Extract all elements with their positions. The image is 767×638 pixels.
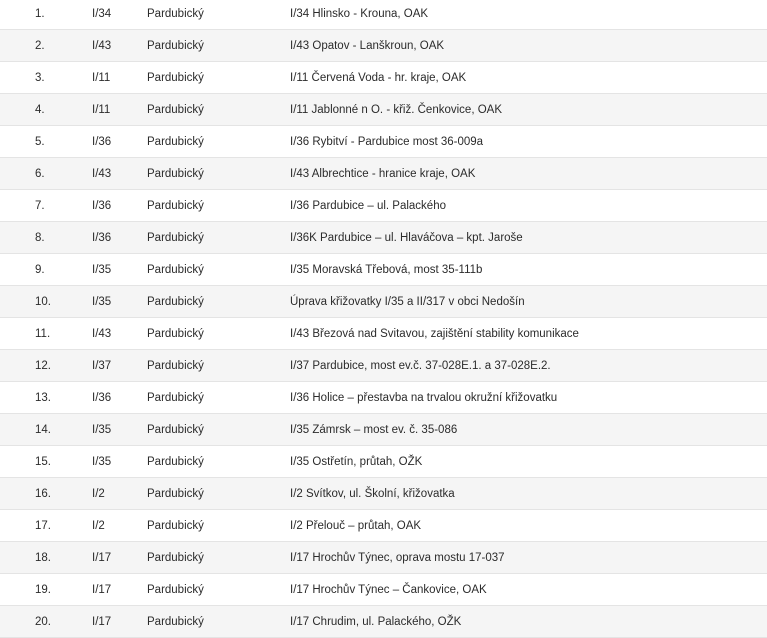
- project-name: I/2 Svítkov, ul. Školní, křižovatka: [290, 488, 455, 500]
- road-number: I/37: [92, 360, 112, 372]
- road-number: I/2: [92, 520, 105, 532]
- project-name: I/17 Hrochův Týnec, oprava mostu 17-037: [290, 552, 505, 564]
- road-number: I/36: [92, 392, 112, 404]
- table-row: [0, 382, 767, 414]
- region-name: Pardubický: [147, 104, 204, 116]
- table-row: [0, 0, 767, 30]
- region-name: Pardubický: [147, 584, 204, 596]
- region-name: Pardubický: [147, 264, 204, 276]
- region-name: Pardubický: [147, 136, 204, 148]
- project-name: I/36 Holice – přestavba na trvalou okružní křižovatku: [290, 392, 558, 404]
- row-number: 14.: [35, 424, 51, 436]
- road-number: I/35: [92, 456, 112, 468]
- project-name: I/34 Hlinsko - Krouna, OAK: [290, 8, 429, 20]
- region-name: Pardubický: [147, 168, 204, 180]
- road-number: I/35: [92, 296, 112, 308]
- row-number: 1.: [35, 8, 45, 20]
- project-name: I/43 Březová nad Svitavou, zajištění stability komunikace: [290, 328, 579, 340]
- row-number: 6.: [35, 168, 45, 180]
- row-number: 15.: [35, 456, 51, 468]
- road-number: I/43: [92, 40, 112, 52]
- table-row: [0, 606, 767, 638]
- road-number: I/36: [92, 232, 112, 244]
- table-row: [0, 510, 767, 542]
- table-row: [0, 126, 767, 158]
- table-row: [0, 350, 767, 382]
- region-name: Pardubický: [147, 296, 204, 308]
- row-number: 2.: [35, 40, 45, 52]
- project-name: I/11 Červená Voda - hr. kraje, OAK: [290, 72, 467, 84]
- project-name: I/17 Hrochův Týnec – Čankovice, OAK: [290, 584, 487, 596]
- road-number: I/36: [92, 136, 112, 148]
- table-row: [0, 254, 767, 286]
- road-number: I/35: [92, 264, 112, 276]
- road-number: I/35: [92, 424, 112, 436]
- table-row: [0, 94, 767, 126]
- road-number: I/34: [92, 8, 112, 20]
- road-number: I/17: [92, 552, 112, 564]
- region-name: Pardubický: [147, 360, 204, 372]
- row-number: 10.: [35, 296, 51, 308]
- road-number: I/17: [92, 616, 112, 628]
- project-name: I/37 Pardubice, most ev.č. 37-028E.1. a 37-028E.2.: [290, 360, 551, 372]
- row-number: 11.: [35, 328, 51, 340]
- table-row: [0, 574, 767, 606]
- table-row: [0, 414, 767, 446]
- row-number: 3.: [35, 72, 45, 84]
- project-name: I/36 Pardubice – ul. Palackého: [290, 200, 446, 212]
- row-number: 20.: [35, 616, 51, 628]
- region-name: Pardubický: [147, 40, 204, 52]
- region-name: Pardubický: [147, 616, 204, 628]
- row-number: 13.: [35, 392, 51, 404]
- road-number: I/11: [92, 104, 111, 116]
- table-row: [0, 318, 767, 350]
- project-name: I/43 Opatov - Lanškroun, OAK: [290, 40, 445, 52]
- project-name: I/35 Ostřetín, průtah, OŽK: [290, 456, 423, 468]
- road-number: I/36: [92, 200, 112, 212]
- table-row: [0, 542, 767, 574]
- road-number: I/43: [92, 328, 112, 340]
- road-number: I/11: [92, 72, 111, 84]
- row-number: 8.: [35, 232, 45, 244]
- project-name: Úprava křižovatky I/35 a II/317 v obci Nedošín: [290, 296, 525, 308]
- region-name: Pardubický: [147, 232, 204, 244]
- region-name: Pardubický: [147, 520, 204, 532]
- road-number: I/2: [92, 488, 105, 500]
- row-number: 19.: [35, 584, 51, 596]
- region-name: Pardubický: [147, 72, 204, 84]
- row-number: 12.: [35, 360, 51, 372]
- region-name: Pardubický: [147, 552, 204, 564]
- row-number: 9.: [35, 264, 45, 276]
- project-name: I/11 Jablonné n O. - křiž. Čenkovice, OAK: [290, 104, 502, 116]
- project-name: I/35 Zámrsk – most ev. č. 35-086: [290, 424, 458, 436]
- project-name: I/43 Albrechtice - hranice kraje, OAK: [290, 168, 476, 180]
- table-row: [0, 222, 767, 254]
- row-number: 4.: [35, 104, 45, 116]
- road-number: I/17: [92, 584, 112, 596]
- row-number: 16.: [35, 488, 51, 500]
- region-name: Pardubický: [147, 392, 204, 404]
- region-name: Pardubický: [147, 424, 204, 436]
- table-row: [0, 478, 767, 510]
- table-row: [0, 158, 767, 190]
- region-name: Pardubický: [147, 456, 204, 468]
- region-name: Pardubický: [147, 328, 204, 340]
- region-name: Pardubický: [147, 8, 204, 20]
- project-name: I/36 Rybitví - Pardubice most 36-009a: [290, 136, 484, 148]
- region-name: Pardubický: [147, 488, 204, 500]
- table-row: [0, 446, 767, 478]
- road-number: I/43: [92, 168, 112, 180]
- project-name: I/17 Chrudim, ul. Palackého, OŽK: [290, 616, 462, 628]
- project-name: I/36K Pardubice – ul. Hlaváčova – kpt. Jaroše: [290, 232, 523, 244]
- table-row: [0, 30, 767, 62]
- project-name: I/2 Přelouč – průtah, OAK: [290, 520, 422, 532]
- row-number: 17.: [35, 520, 51, 532]
- row-number: 18.: [35, 552, 51, 564]
- project-name: I/35 Moravská Třebová, most 35-111b: [290, 264, 483, 276]
- row-number: 7.: [35, 200, 45, 212]
- table-row: [0, 190, 767, 222]
- row-number: 5.: [35, 136, 45, 148]
- region-name: Pardubický: [147, 200, 204, 212]
- table-row: [0, 62, 767, 94]
- table-row: [0, 286, 767, 318]
